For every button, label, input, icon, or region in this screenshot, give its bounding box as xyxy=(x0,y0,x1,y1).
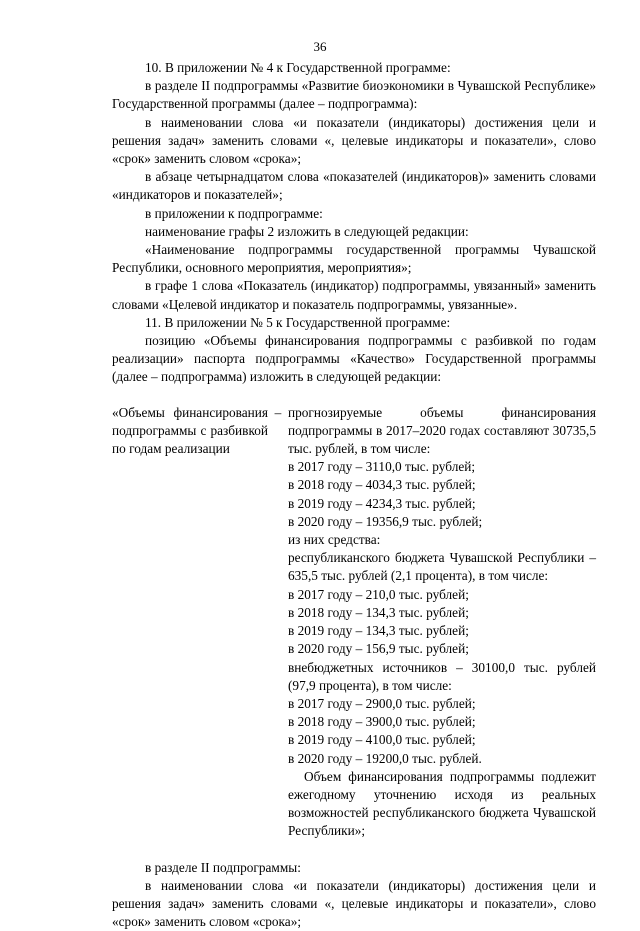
financing-line: прогнозируемые объемы финансирования подпрограммы в 2017–2020 годах составляют 30735,5 тыс. рублей, в том числе: xyxy=(288,404,596,457)
financing-label: «Объемы финансирования подпрограммы с разбивкой по годам реализации xyxy=(112,404,268,457)
financing-line: в 2018 году – 3900,0 тыс. рублей; xyxy=(288,714,476,730)
financing-line: в 2019 году – 4100,0 тыс. рублей; xyxy=(288,732,476,748)
paragraph: в графе 1 слова «Показатель (индикатор) подпрограммы, увязанный» заменить словами «Целевой индикатор и показатель подпрограммы, увязанные». xyxy=(112,278,596,312)
financing-line: Объем финансирования подпрограммы подлежит ежегодному уточнению исходя из реальных возможностей республиканского бюджета Чувашской Республики»; xyxy=(288,768,596,839)
paragraph: наименование графы 2 изложить в следующей редакции: xyxy=(145,223,469,239)
financing-line: внебюджетных источников – 30100,0 тыс. рублей (97,9 процента), в том числе: xyxy=(288,659,596,693)
document-body xyxy=(112,59,596,931)
financing-line: в 2018 году – 4034,3 тыс. рублей; xyxy=(288,477,476,493)
paragraph: в абзаце четырнадцатом слова «показателей (индикаторов)» заменить словами «индикаторов и показателей»; xyxy=(112,169,596,203)
financing-line: в 2020 году – 19200,0 тыс. рублей. xyxy=(288,750,482,766)
paragraph: в приложении к подпрограмме: xyxy=(145,205,323,221)
financing-line: в 2019 году – 4234,3 тыс. рублей; xyxy=(288,495,476,511)
page-number: 36 xyxy=(313,39,327,54)
financing-line: в 2017 году – 2900,0 тыс. рублей; xyxy=(288,695,476,711)
paragraph: «Наименование подпрограммы государственной программы Чувашской Республики, основного мероприятия, мероприятия»; xyxy=(112,242,596,276)
paragraph: в разделе II подпрограммы «Развитие биоэкономики в Чувашской Республике» Государственной программы (далее – подпрограмма): xyxy=(112,78,596,112)
financing-line: республиканского бюджета Чувашской Республики – 635,5 тыс. рублей (2,1 процента), в том числе: xyxy=(288,550,596,584)
paragraph: в разделе II подпрограммы: xyxy=(145,859,301,875)
financing-details xyxy=(284,404,596,841)
paragraph: в наименовании слова «и показатели (индикаторы) достижения цели и решения задач» заменить словами «, целевые индикаторы и показатели», слово «срок» заменить словом «срока»; xyxy=(112,877,596,930)
financing-line: в 2017 году – 3110,0 тыс. рублей; xyxy=(288,459,476,475)
paragraph: 10. В приложении № 4 к Государственной программе: xyxy=(145,60,451,75)
financing-line: из них средства: xyxy=(288,532,381,548)
financing-dash: – xyxy=(274,404,282,420)
section-b xyxy=(112,859,596,931)
financing-line: в 2020 году – 19356,9 тыс. рублей; xyxy=(288,513,483,529)
paragraph: позицию «Объемы финансирования подпрограммы с разбивкой по годам реализации» паспорта подпрограммы «Качество» Государственной программы (далее – подпрограмма) изложить в следующей редакции: xyxy=(112,333,596,385)
financing-line: в 2018 году – 134,3 тыс. рублей; xyxy=(288,604,469,620)
financing-line: в 2017 году – 210,0 тыс. рублей; xyxy=(288,586,469,602)
paragraph: 11. В приложении № 5 к Государственной программе: xyxy=(145,314,451,330)
paragraph: в наименовании слова «и показатели (индикаторы) достижения цели и решения задач» заменить словами «, целевые индикаторы и показатели», слово «срок» заменить словом «срока»; xyxy=(112,114,596,167)
financing-line: в 2020 году – 156,9 тыс. рублей; xyxy=(288,641,469,657)
financing-line: в 2019 году – 134,3 тыс. рублей; xyxy=(288,623,469,639)
financing-table xyxy=(112,404,596,841)
